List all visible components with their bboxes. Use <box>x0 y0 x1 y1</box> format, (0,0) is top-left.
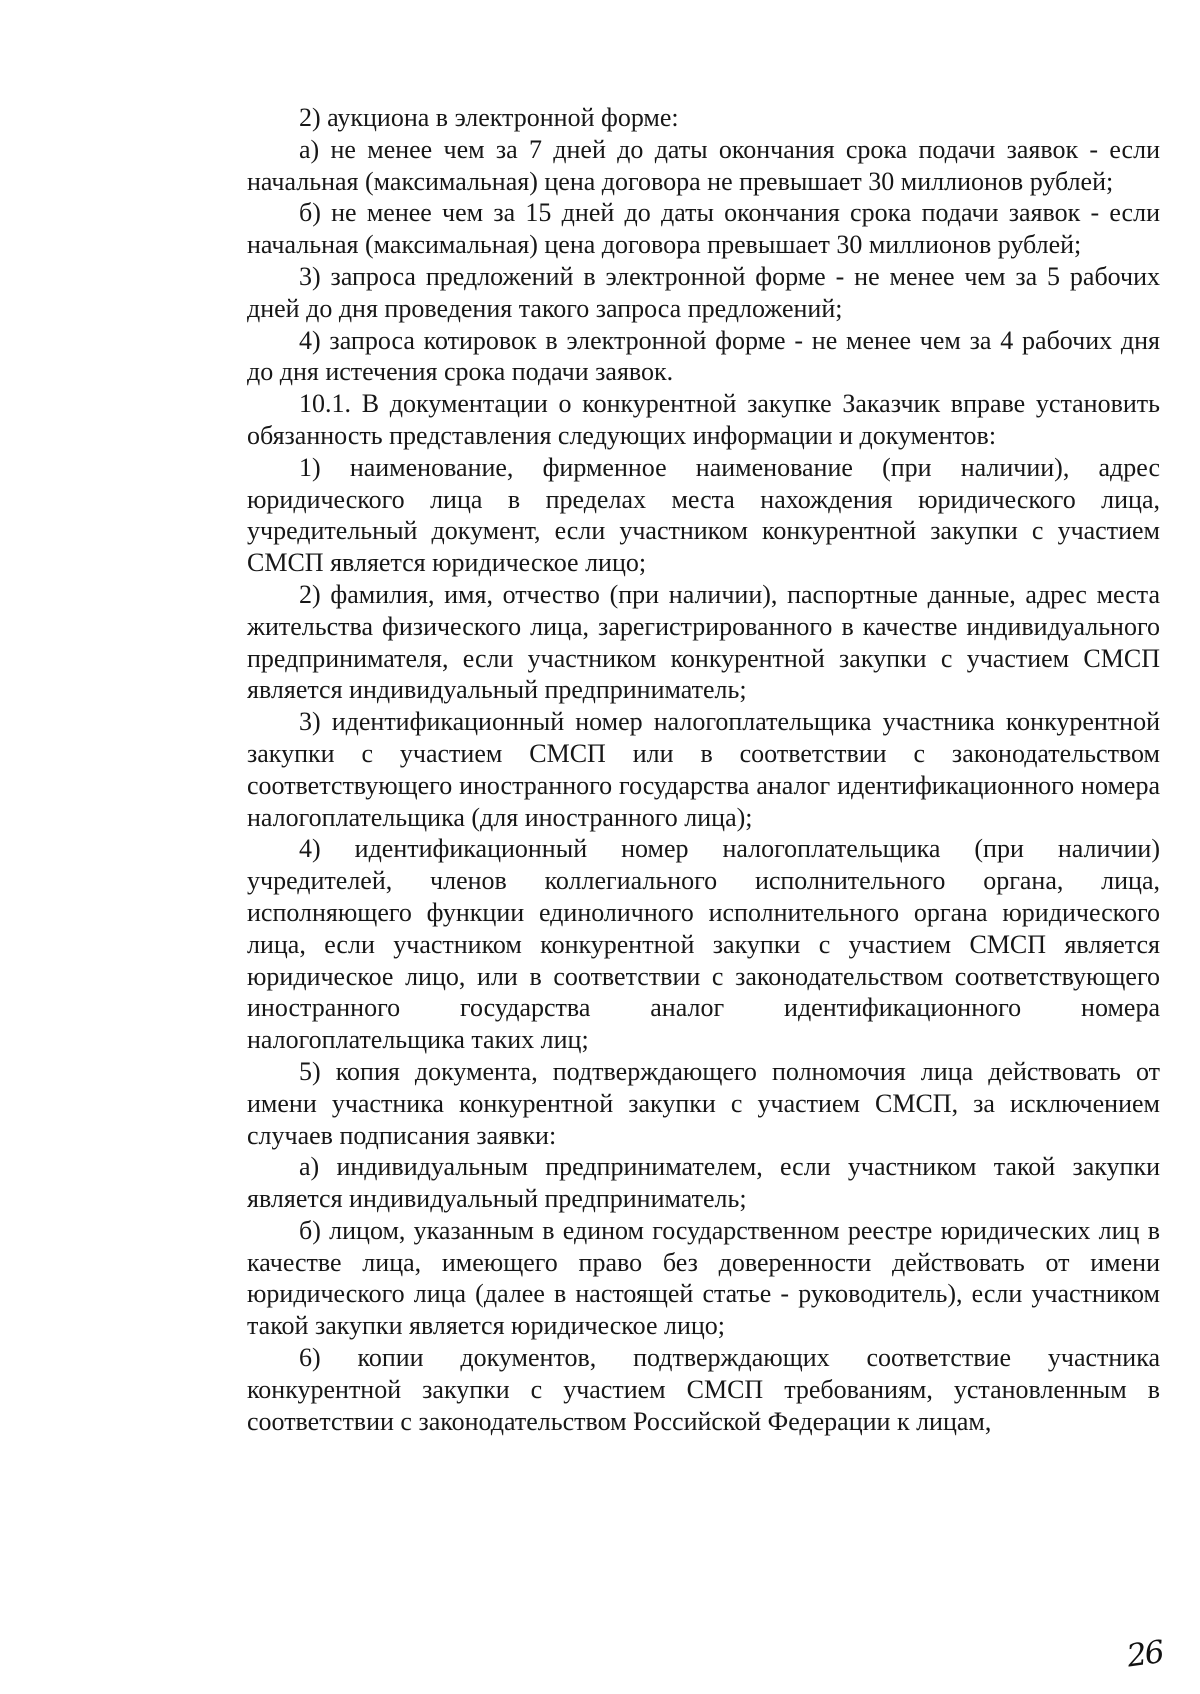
paragraph-item-3: 3) идентификационный номер налогоплательщика участника конкурентной закупки с участием СМСП или в соответствии с законодательством соответствующего иностранного государства аналог идентификационного номера налогоплательщика (для иностранного лица); <box>247 707 1160 832</box>
paragraph-auction-a: а) не менее чем за 7 дней до даты окончания срока подачи заявок - если начальная (максимальная) цена договора не превышает 30 миллионов рублей; <box>247 134 1160 196</box>
paragraph-item-4: 4) идентификационный номер налогоплательщика (при наличии) учредителей, членов коллегиального исполнительного органа, лица, исполняющего функции единоличного исполнительного органа юридического лица, если участником конкурентной закупки с участием СМСП является юридическое лицо, или в соответствии с законодательством соответствующего иностранного государства аналог идентификационного номера налогоплательщика таких лиц; <box>247 834 1160 1055</box>
paragraph-item-2: 2) фамилия, имя, отчество (при наличии), паспортные данные, адрес места жительства физического лица, зарегистрированного в качестве индивидуального предпринимателя, если участником конкурентной закупки с участием СМСП является индивидуальный предприниматель; <box>247 579 1160 705</box>
paragraph-item-1: 1) наименование, фирменное наименование (при наличии), адрес юридического лица в пределах места нахождения юридического лица, учредительный документ, если участником конкурентной закупки с участием СМСП является юридическое лицо; <box>247 452 1160 578</box>
paragraph-item-5-b: б) лицом, указанным в едином государственном реестре юридических лиц в качестве лица, имеющего право без доверенности действовать от имени юридического лица (далее в настоящей статье - руководитель), если участником такой закупки является юридическое лицо; <box>247 1215 1160 1341</box>
paragraph-item-5-a: а) индивидуальным предпринимателем, если участником такой закупки является индивидуальный предприниматель; <box>247 1152 1160 1214</box>
paragraph-auction-heading: 2) аукциона в электронной форме: <box>299 103 679 132</box>
document-body <box>247 102 1160 1437</box>
handwritten-page-number: 26 <box>1124 1634 1165 1675</box>
paragraph-auction-b: б) не менее чем за 15 дней до даты окончания срока подачи заявок - если начальная (максимальная) цена договора превышает 30 миллионов рублей; <box>247 198 1160 260</box>
paragraph-quotes-request: 4) запроса котировок в электронной форме - не менее чем за 4 рабочих дня до дня истечения срока подачи заявок. <box>247 325 1160 387</box>
paragraph-item-6: 6) копии документов, подтверждающих соответствие участника конкурентной закупки с участием СМСП требованиям, установленным в соответствии с законодательством Российской Федерации к лицам, <box>247 1343 1160 1436</box>
paragraph-proposals-request: 3) запроса предложений в электронной форме - не менее чем за 5 рабочих дней до дня проведения такого запроса предложений; <box>247 261 1160 323</box>
paragraph-section-10-1: 10.1. В документации о конкурентной закупке Заказчик вправе установить обязанность представления следующих информации и документов: <box>247 389 1160 450</box>
paragraph-item-5: 5) копия документа, подтверждающего полномочия лица действовать от имени участника конкурентной закупки с участием СМСП, за исключением случаев подписания заявки: <box>247 1056 1160 1150</box>
